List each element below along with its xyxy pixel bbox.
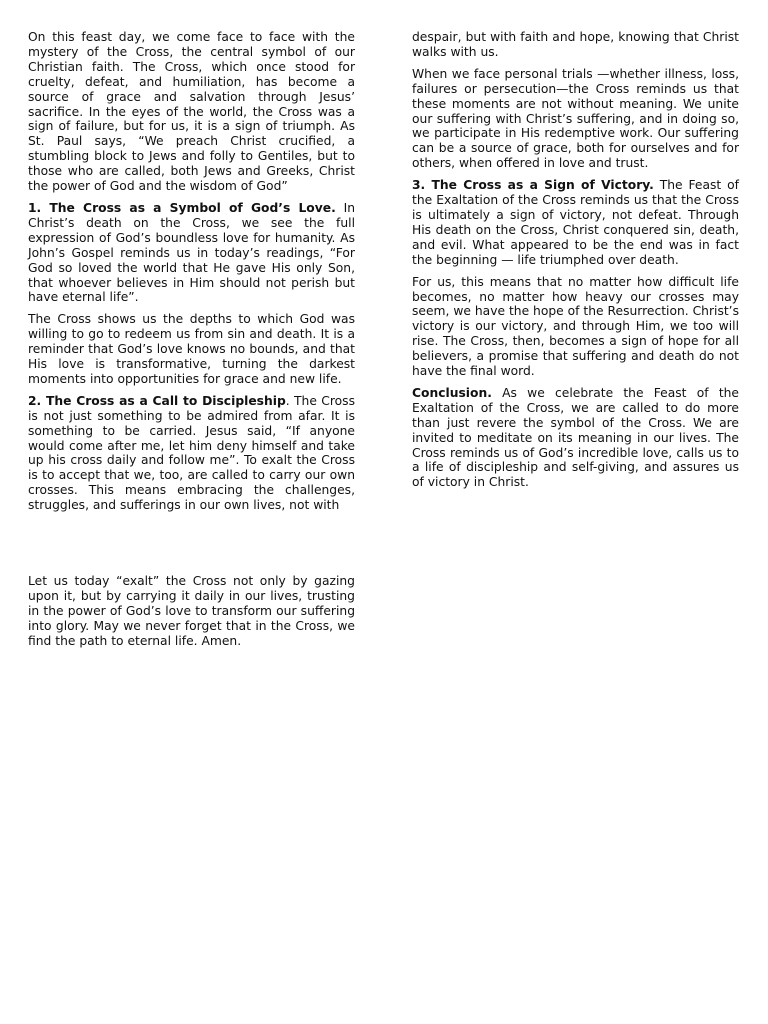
- conclusion-paragraph: [412, 386, 739, 490]
- section-3-text: The Feast of the Exaltation of the Cross reminds us that the Cross is ultimately a sign of victory, not defeat. Through His death on the Cross, Christ conquered sin, death, and evil. What appeared to be the end was in fact the beginning — life triumphed over death.: [412, 178, 739, 267]
- section-3-paragraph-2: For us, this means that no matter how difficult life becomes, no matter how heavy our crosses may seem, we have the hope of the Resurrection. Christ’s victory is our victory, and through Him, we too will rise. The Cross, then, becomes a sign of hope for all believers, a promise that suffering and death do not have the final word.: [412, 274, 739, 379]
- section-3-paragraph: [412, 178, 739, 267]
- section-1-heading: 1. The Cross as a Symbol of God’s Love.: [28, 200, 336, 215]
- section-1-paragraph-2: The Cross shows us the depths to which God was willing to go to redeem us from sin and death. It is a reminder that God’s love knows no bounds, and that His love is transformative, turning the darkest moments into opportunities for grace and new life.: [28, 312, 355, 386]
- trials-paragraph: When we face personal trials —whether illness, loss, failures or persecution—the Cross reminds us that these moments are not without meaning. We unite our suffering with Christ’s suffering, and in doing so, we participate in His redemptive work. Our suffering can be a source of grace, both for ourselves and for others, when offered in love and trust.: [412, 66, 739, 171]
- closing-paragraph: Let us today “exalt” the Cross not only by gazing upon it, but by carrying it daily in our lives, trusting in the power of God’s love to transform our suffering into glory. May we never forget that in the Cross, we find the path to eternal life. Amen.: [28, 574, 355, 648]
- section-1-paragraph: [28, 201, 355, 305]
- continuation-paragraph: despair, but with faith and hope, knowing that Christ walks with us.: [412, 30, 739, 59]
- left-column: [28, 30, 355, 520]
- conclusion-text: As we celebrate the Feast of the Exaltation of the Cross, we are called to do more than just revere the symbol of the Cross. We are invited to meditate on its meaning in our lives. The Cross reminds us of God’s incredible love, calls us to a life of discipleship and self-giving, and assures us of victory in Christ.: [412, 385, 739, 490]
- section-2-text: . The Cross is not just something to be admired from afar. It is something to be carried. Jesus said, “If anyone would come after me, let him deny himself and take up his cross daily and follow me”. To exalt the Cross is to accept that we, too, are called to carry our own crosses. This means embracing the challenges, struggles, and sufferings in our own lives, not with: [28, 393, 355, 513]
- intro-paragraph: On this feast day, we come face to face with the mystery of the Cross, the central symbol of our Christian faith. The Cross, which once stood for cruelty, defeat, and humiliation, has become a source of grace and salvation through Jesus’ sacrifice. In the eyes of the world, the Cross was a sign of failure, but for us, it is a sign of triumph. As St. Paul says, “We preach Christ crucified, a stumbling block to Jews and folly to Gentiles, but to those who are called, both Jews and Greeks, Christ the power of God and the wisdom of God”: [28, 30, 355, 194]
- section-2-paragraph: [28, 394, 355, 513]
- section-3-heading: 3. The Cross as a Sign of Victory.: [412, 178, 654, 193]
- section-1-text: In Christ’s death on the Cross, we see the full expression of God’s boundless love for humanity. As John’s Gospel reminds us in today’s readings, “For God so loved the world that He gave His only Son, that whoever believes in Him should not perish but have eternal life”.: [28, 200, 355, 305]
- conclusion-heading: Conclusion.: [412, 385, 492, 400]
- right-column: [412, 30, 739, 497]
- section-2-heading: 2. The Cross as a Call to Discipleship: [28, 393, 286, 408]
